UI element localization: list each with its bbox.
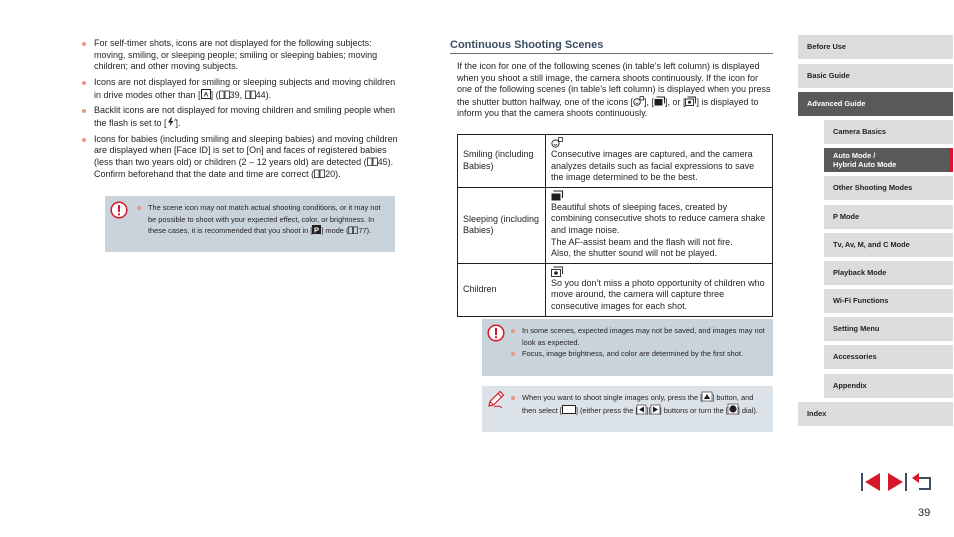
single-shot-icon	[201, 89, 211, 99]
scene-name: Children	[458, 263, 546, 316]
scene-description: Beautiful shots of sleeping faces, created by combining consecutive shots to reduce camera shake and image noise. The AF-assist beam and the flash will not fire. Also, the shutter sound will not be played.	[546, 187, 773, 263]
page-ref-icon	[245, 90, 256, 99]
smiling-continuous-icon	[633, 96, 644, 106]
return-icon[interactable]	[911, 472, 933, 492]
children-continuous-icon	[551, 266, 563, 277]
bullet-item: For self-timer shots, icons are not displayed for the following subjects: moving, smiling, or sleeping people; smiling or sleeping babies; moving children; and other moving subjects.	[82, 38, 398, 73]
caution-item: The scene icon may not match actual shooting conditions, or it may not be possible to shoot with your expected effect, color, or brightness. In these cases, it is recommended that you shoot in [ P ] mode ( 77).	[136, 202, 386, 237]
page-ref-icon	[367, 157, 378, 166]
nav-tv-av-m-c-mode[interactable]: Tv, Av, M, and C Mode	[824, 233, 953, 257]
page-ref-link[interactable]: 44).	[255, 89, 272, 100]
bullet-dot	[137, 206, 141, 210]
bullet-dot	[511, 396, 515, 400]
nav-playback-mode[interactable]: Playback Mode	[824, 261, 953, 285]
section-intro: If the icon for one of the following scenes (in table’s left column) is displayed when you shoot a still image, the camera shoots continuously. If the icon for one of the following scenes (in table’s left column) is displayed when you press the shutter button halfway, one of the icons [ ], [ ], or [ ] is displayed to inform you that the camera shoots continuously.	[457, 61, 771, 119]
smiling-continuous-icon	[551, 137, 563, 148]
page-ref-icon	[219, 90, 230, 99]
pencil-memo-icon	[486, 389, 506, 409]
svg-text:A: A	[173, 117, 177, 122]
memo-item: When you want to shoot single images only, press the [ ] button, and then select [ ] (either press the [ ][ ] buttons or turn the [ ] dial).	[510, 392, 768, 416]
table-row	[458, 263, 773, 316]
caution-item: Focus, image brightness, and color are determined by the first shot.	[510, 348, 766, 360]
page-ref-link[interactable]: 39,	[229, 89, 245, 100]
previous-page-icon[interactable]	[860, 472, 882, 492]
flash-auto-icon	[167, 117, 176, 127]
nav-index[interactable]: Index	[798, 402, 953, 426]
page-number: 39	[918, 507, 931, 519]
page-ref-icon	[314, 169, 325, 178]
caution-item: In some scenes, expected images may not be saved, and images may not look as expected.	[510, 325, 766, 348]
nav-auto-mode[interactable]: Auto Mode / Hybrid Auto Mode	[824, 148, 953, 172]
bullet-dot	[511, 352, 515, 356]
bullet-dot	[511, 329, 515, 333]
page-ref-link[interactable]: 45). Confirm beforehand that the date and time are correct (	[94, 156, 394, 179]
caution-box	[105, 196, 395, 252]
nav-camera-basics[interactable]: Camera Basics	[824, 120, 953, 144]
table-row	[458, 187, 773, 263]
page-ref-icon	[348, 226, 358, 234]
memo-box	[482, 386, 773, 432]
sleeping-continuous-icon	[654, 96, 665, 106]
svg-text:P: P	[314, 225, 320, 235]
section-title: Continuous Shooting Scenes	[450, 39, 604, 51]
nav-wifi-functions[interactable]: Wi-Fi Functions	[824, 289, 953, 313]
nav-appendix[interactable]: Appendix	[824, 374, 953, 398]
control-dial-icon	[728, 404, 738, 414]
up-button-icon	[702, 392, 712, 401]
left-notes	[82, 38, 398, 184]
single-frame-icon	[562, 405, 576, 414]
nav-advanced-guide[interactable]: Advanced Guide	[798, 92, 953, 116]
bullet-dot	[82, 138, 86, 142]
program-mode-icon	[312, 225, 321, 234]
children-continuous-icon	[685, 96, 696, 106]
scene-description: So you don’t miss a photo opportunity of children who move around, the camera will capture three consecutive images for each shot.	[546, 263, 773, 316]
nav-accessories[interactable]: Accessories	[824, 345, 953, 369]
page-ref-link[interactable]: 77).	[358, 226, 372, 236]
right-button-icon	[651, 405, 660, 414]
nav-before-use[interactable]: Before Use	[798, 35, 953, 59]
page-ref-link[interactable]: 20).	[325, 168, 341, 179]
bullet-dot	[82, 42, 86, 46]
caution-icon	[110, 201, 128, 219]
section-divider	[450, 53, 773, 54]
caution-icon	[487, 324, 505, 342]
nav-p-mode[interactable]: P Mode	[824, 205, 953, 229]
scene-description: Consecutive images are captured, and the camera analyzes details such as facial expressions to save the image determined to be the best.	[546, 135, 773, 188]
current-section-marker	[950, 148, 953, 172]
nav-basic-guide[interactable]: Basic Guide	[798, 64, 953, 88]
table-row	[458, 135, 773, 188]
scene-name: Sleeping (including Babies)	[458, 187, 546, 263]
bullet-item: Backlit icons are not displayed for moving children and smiling people when the flash is set to [ A ].	[82, 105, 398, 129]
next-page-icon[interactable]	[886, 472, 908, 492]
caution-box	[482, 319, 773, 376]
bullet-item: Icons for babies (including smiling and sleeping babies) and moving children are displayed when [Face ID] is set to [On] and faces of registered babies (less than two years old) or children (2 – 12 years old) are detected ( 45). Confirm beforehand that the date and time are correct ( 20).	[82, 134, 398, 180]
bullet-item: Icons are not displayed for smiling or sleeping subjects and moving children in drive modes other than [ A ] ( 39, 44).	[82, 77, 398, 101]
sleeping-continuous-icon	[551, 190, 563, 201]
bullet-dot	[82, 109, 86, 113]
svg-text:A: A	[203, 91, 208, 99]
bullet-dot	[82, 81, 86, 85]
nav-other-shooting-modes[interactable]: Other Shooting Modes	[824, 176, 953, 200]
scene-name: Smiling (including Babies)	[458, 135, 546, 188]
nav-setting-menu[interactable]: Setting Menu	[824, 317, 953, 341]
scenes-table	[457, 134, 773, 317]
